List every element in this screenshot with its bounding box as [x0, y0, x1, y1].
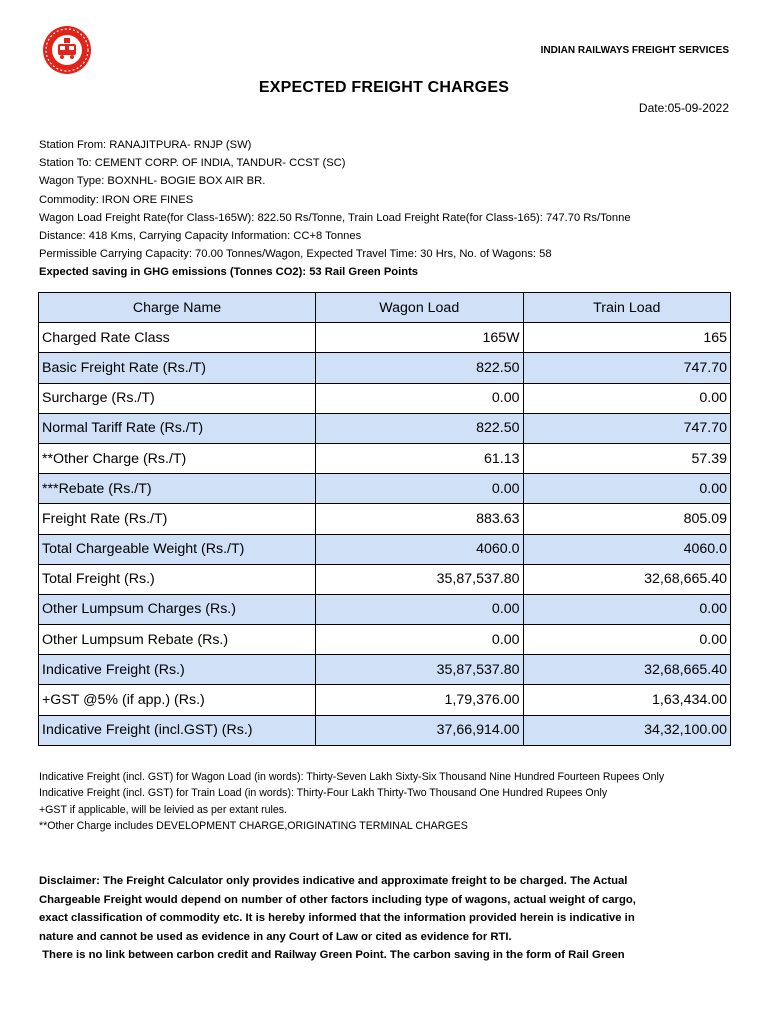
shipment-info — [39, 136, 631, 282]
train-load-cell: 4060.0 — [523, 534, 731, 564]
wagon-load-cell: 165W — [316, 323, 524, 353]
column-header-wagon-load: Wagon Load — [316, 293, 524, 323]
table-row — [39, 655, 731, 685]
wagon-load-cell: 883.63 — [316, 504, 524, 534]
capacity-info: Permissible Carrying Capacity: 70.00 Tonnes/Wagon, Expected Travel Time: 30 Hrs, No. of Wagons: 58 — [39, 248, 552, 261]
charge-name-cell: Total Freight (Rs.) — [39, 564, 316, 594]
charge-name-cell: Surcharge (Rs./T) — [39, 383, 316, 413]
wagon-load-cell: 61.13 — [316, 443, 524, 473]
charge-name-cell: Charged Rate Class — [39, 323, 316, 353]
freight-rate-info: Wagon Load Freight Rate(for Class-165W): 822.50 Rs/Tonne, Train Load Freight Rate(for Class-165): 747.70 Rs/Tonne — [39, 211, 631, 224]
column-header-train-load: Train Load — [523, 293, 731, 323]
table-row — [39, 685, 731, 715]
table-row — [39, 504, 731, 534]
distance-info: Distance: 418 Kms, Carrying Capacity Information: CC+8 Tonnes — [39, 230, 362, 243]
disclaimer-line: Chargeable Freight would depend on number of other factors including type of wagons, actual weight of cargo, — [39, 893, 636, 906]
indian-railways-logo-icon — [37, 24, 97, 76]
gst-note: +GST if applicable, will be leivied as per extant rules. — [39, 803, 288, 816]
train-load-words: Indicative Freight (incl. GST) for Train Load (in words): Thirty-Four Lakh Thirty-Two Thousand One Hundred Rupees Only — [39, 787, 608, 800]
ghg-savings: Expected saving in GHG emissions (Tonnes CO2): 53 Rail Green Points — [39, 266, 419, 279]
table-row — [39, 353, 731, 383]
wagon-load-cell: 4060.0 — [316, 534, 524, 564]
table-row — [39, 443, 731, 473]
other-charge-note: **Other Charge includes DEVELOPMENT CHARGE,ORIGINATING TERMINAL CHARGES — [39, 819, 468, 832]
charge-name-cell: Indicative Freight (Rs.) — [39, 655, 316, 685]
charge-name-cell: Total Chargeable Weight (Rs./T) — [39, 534, 316, 564]
charge-name-cell: Other Lumpsum Charges (Rs.) — [39, 594, 316, 624]
column-header-charge-name: Charge Name — [39, 293, 316, 323]
charge-name-cell: Other Lumpsum Rebate (Rs.) — [39, 625, 316, 655]
disclaimer-line: There is no link between carbon credit and Railway Green Point. The carbon saving in the form of Rail Green — [39, 949, 625, 961]
table-row — [39, 534, 731, 564]
report-date: Date:05-09-2022 — [638, 101, 729, 115]
table-row — [39, 564, 731, 594]
commodity: Commodity: IRON ORE FINES — [39, 193, 194, 206]
disclaimer — [39, 872, 731, 965]
disclaimer-line: Disclaimer: The Freight Calculator only provides indicative and approximate freight to be charged. The Actual — [39, 875, 628, 887]
wagon-load-cell: 1,79,376.00 — [316, 685, 524, 715]
train-load-cell: 747.70 — [523, 413, 731, 443]
train-load-cell: 0.00 — [523, 625, 731, 655]
train-load-cell: 805.09 — [523, 504, 731, 534]
charge-name-cell: Basic Freight Rate (Rs./T) — [39, 353, 316, 383]
table-row — [39, 625, 731, 655]
wagon-load-cell: 0.00 — [316, 383, 524, 413]
page-title: EXPECTED FREIGHT CHARGES — [258, 79, 510, 96]
table-header-row — [39, 293, 731, 323]
charge-name-cell: **Other Charge (Rs./T) — [39, 443, 316, 473]
wagon-load-cell: 0.00 — [316, 474, 524, 504]
train-load-cell: 0.00 — [523, 474, 731, 504]
train-load-cell: 57.39 — [523, 443, 731, 473]
organization-name: INDIAN RAILWAYS FREIGHT SERVICES — [540, 45, 729, 56]
charge-name-cell: Normal Tariff Rate (Rs./T) — [39, 413, 316, 443]
station-to: Station To: CEMENT CORP. OF INDIA, TANDUR- CCST (SC) — [39, 157, 346, 170]
table-row — [39, 474, 731, 504]
charge-name-cell: Freight Rate (Rs./T) — [39, 504, 316, 534]
train-load-cell: 747.70 — [523, 353, 731, 383]
wagon-load-cell: 35,87,537.80 — [316, 564, 524, 594]
station-from: Station From: RANAJITPURA- RNJP (SW) — [39, 139, 252, 151]
table-row — [39, 715, 731, 745]
freight-charges-table — [38, 292, 731, 746]
disclaimer-line: nature and cannot be used as evidence in any Court of Law or cited as evidence for RTI. — [39, 930, 512, 943]
table-row — [39, 323, 731, 353]
wagon-load-cell: 37,66,914.00 — [316, 715, 524, 745]
wagon-load-words: Indicative Freight (incl. GST) for Wagon Load (in words): Thirty-Seven Lakh Sixty-Six Thousand Nine Hundred Fourteen Rupees Only — [39, 771, 665, 783]
train-load-cell: 165 — [523, 323, 731, 353]
wagon-load-cell: 822.50 — [316, 413, 524, 443]
table-row — [39, 413, 731, 443]
footnotes — [39, 769, 664, 834]
train-load-cell: 34,32,100.00 — [523, 715, 731, 745]
charge-name-cell: +GST @5% (if app.) (Rs.) — [39, 685, 316, 715]
charge-name-cell: Indicative Freight (incl.GST) (Rs.) — [39, 715, 316, 745]
wagon-load-cell: 0.00 — [316, 625, 524, 655]
train-load-cell: 32,68,665.40 — [523, 655, 731, 685]
wagon-type: Wagon Type: BOXNHL- BOGIE BOX AIR BR. — [39, 175, 266, 188]
wagon-load-cell: 35,87,537.80 — [316, 655, 524, 685]
train-load-cell: 1,63,434.00 — [523, 685, 731, 715]
wagon-load-cell: 0.00 — [316, 594, 524, 624]
charge-name-cell: ***Rebate (Rs./T) — [39, 474, 316, 504]
disclaimer-line: exact classification of commodity etc. It is hereby informed that the information provided herein is indicative in — [39, 912, 635, 924]
train-load-cell: 32,68,665.40 — [523, 564, 731, 594]
table-row — [39, 594, 731, 624]
train-load-cell: 0.00 — [523, 383, 731, 413]
train-load-cell: 0.00 — [523, 594, 731, 624]
wagon-load-cell: 822.50 — [316, 353, 524, 383]
table-row — [39, 383, 731, 413]
